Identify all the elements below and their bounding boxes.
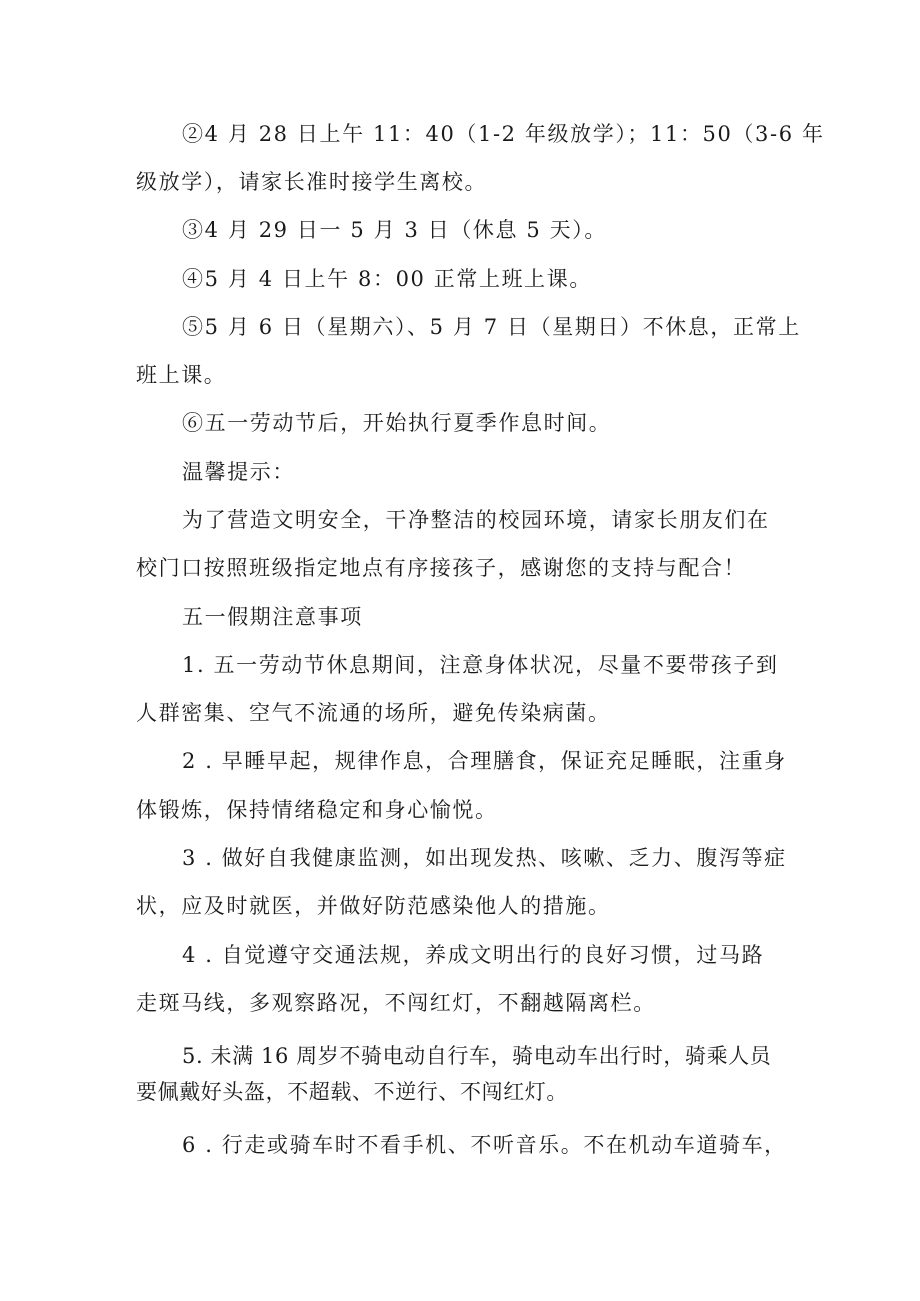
note-3-line-2: 状，应及时就医，并做好防范感染他人的措施。 <box>136 894 611 918</box>
schedule-item-5-line-2: 班上课。 <box>136 363 227 387</box>
reminder-text-line-2: 校门口按照班级指定地点有序接孩子，感谢您的支持与配合！ <box>136 556 747 580</box>
note-4-line-1: 4 . 自觉遵守交通法规，养成文明出行的良好习惯，过马路 <box>182 943 765 967</box>
schedule-item-2-line-2: 级放学），请家长准时接学生离校。 <box>136 170 488 194</box>
schedule-item-2-line-1: ②4 月 28 日上午 11：40（1-2 年级放学）；11：50（3-6 年 <box>182 122 825 146</box>
note-3-line-1: 3 . 做好自我健康监测，如出现发热、咳嗽、乏力、腹泻等症 <box>182 846 787 870</box>
note-4-line-2: 走斑马线，多观察路况，不闯红灯，不翻越隔离栏。 <box>136 991 656 1015</box>
schedule-item-5-line-1: ⑤5 月 6 日（星期六）、5 月 7 日（星期日）不休息，正常上 <box>182 315 801 339</box>
note-6-line-1: 6 . 行走或骑车时不看手机、不听音乐。不在机动车道骑车， <box>182 1133 787 1157</box>
note-2-line-2: 体锻炼，保持情绪稳定和身心愉悦。 <box>136 798 498 822</box>
note-2-line-1: 2 . 早睡早起，规律作息，合理膳食，保证充足睡眠，注重身 <box>182 749 787 773</box>
note-1-line-2: 人群密集、空气不流通的场所，避免传染病菌。 <box>136 701 611 725</box>
note-5-line-1: 5. 未满 16 周岁不骑电动自行车，骑电动车出行时，骑乘人员 <box>182 1044 772 1068</box>
note-1-line-1: 1. 五一劳动节休息期间，注意身体状况，尽量不要带孩子到 <box>182 653 779 677</box>
note-5-line-2: 要佩戴好头盔，不超载、不逆行、不闯红灯。 <box>136 1080 568 1104</box>
holiday-notes-heading: 五一假期注意事项 <box>182 605 363 629</box>
reminder-heading: 温馨提示： <box>182 460 295 484</box>
reminder-text-line-1: 为了营造文明安全，干净整洁的校园环境，请家长朋友们在 <box>182 508 770 532</box>
schedule-item-3: ③4 月 29 日一 5 月 3 日（休息 5 天）。 <box>182 218 607 242</box>
schedule-item-4: ④5 月 4 日上午 8：00 正常上班上课。 <box>182 267 592 291</box>
schedule-item-6: ⑥五一劳动节后，开始执行夏季作息时间。 <box>182 411 612 435</box>
